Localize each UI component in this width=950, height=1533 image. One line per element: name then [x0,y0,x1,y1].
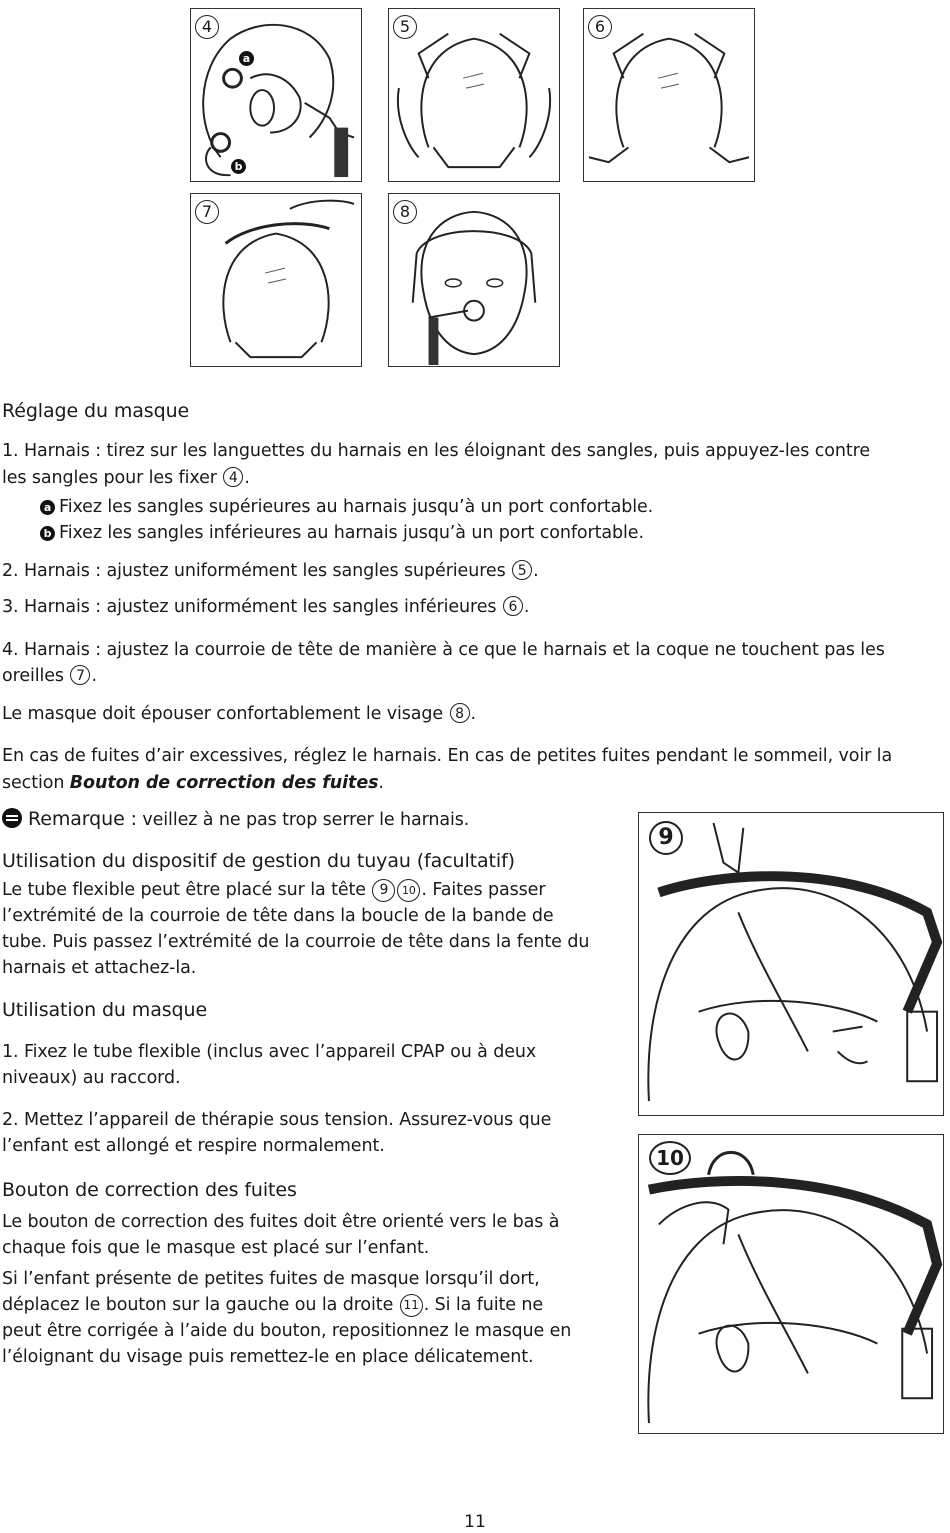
step-3-text: 3. Harnais : ajustez uniformément les sangles inférieures [2,597,497,617]
sub-step-b-text: Fixez les sangles inférieures au harnais jusqu’à un port confortable. [59,523,644,543]
tube-line-1-post: . Faites passer [421,880,546,900]
leak-p2-line-2 [2,1292,543,1318]
note [2,806,469,833]
figure-4-label: 4 [195,15,219,39]
figure-ref-7: 7 [70,665,90,685]
use-step-1-line-2: niveaux) au raccord. [2,1068,181,1088]
leak-p2-line-1: Si l’enfant présente de petites fuites de masque lorsqu’il dort, [2,1269,540,1289]
figure-ref-6: 6 [503,596,523,616]
head-back-upper-straps-illustration [389,9,559,181]
head-back-lower-straps-illustration [584,9,754,181]
figure-4b-label: b [231,159,246,174]
use-step-2-line-2: l’enfant est allongé et respire normalement. [2,1136,385,1156]
figure-7-label: 7 [195,200,219,224]
figure-10-label: 10 [649,1141,691,1175]
leak-line-1: En cas de fuites d’air excessives, réglez le harnais. En cas de petites fuites pendant le sommeil, voir la [2,746,893,766]
note-label: Remarque : [28,808,137,830]
step-4-line-1: 4. Harnais : ajustez la courroie de tête de manière à ce que le harnais et la coque ne touchent pas les [2,640,885,660]
note-icon [2,808,22,828]
sub-step-a [40,494,653,520]
head-back-crown-strap-illustration [191,194,361,366]
figure-4a-label: a [239,51,254,66]
figure-ref-5: 5 [512,560,532,580]
figure-ref-9: 9 [372,879,395,902]
leak-line-2: section Bouton de correction des fuites. [2,773,384,793]
figure-ref-10: 10 [397,879,420,902]
section-title-tube-management: Utilisation du dispositif de gestion du tuyau (facultatif) [2,850,515,872]
tube-line-3: tube. Puis passez l’extrémité de la courroie de tête dans la fente du [2,932,590,952]
step-1-line-2-text: les sangles pour les fixer [2,468,217,488]
figure-8 [388,193,560,367]
tube-line-2: l’extrémité de la courroie de tête dans la boucle de la bande de [2,906,554,926]
use-step-1-line-1: 1. Fixez le tube flexible (inclus avec l’appareil CPAP ou à deux [2,1042,537,1062]
figure-9-label: 9 [649,821,683,855]
sub-step-a-text: Fixez les sangles supérieures au harnais jusqu’à un port confortable. [59,497,654,517]
tube-line-1 [2,877,545,903]
step-1-line-2: les sangles pour les fixer 4 . [2,468,250,488]
tube-line-1-pre: Le tube flexible peut être placé sur la tête [2,880,366,900]
section-title-mask-use: Utilisation du masque [2,999,208,1021]
leak-line-2-pre: section [2,773,65,793]
page-number: 11 [464,1512,486,1532]
use-step-2-line-1: 2. Mettez l’appareil de thérapie sous tension. Assurez-vous que [2,1110,552,1130]
tube-line-4: harnais et attachez-la. [2,958,197,978]
figure-6 [583,8,755,182]
fit-line: Le masque doit épouser confortablement le visage 8 . [2,704,477,724]
figure-ref-8: 8 [450,703,470,723]
marker-a-icon: a [40,500,55,515]
figure-6-label: 6 [588,15,612,39]
section-title-adjustment: Réglage du masque [2,400,190,422]
leak-p2-line-3: peut être corrigée à l’aide du bouton, repositionnez le masque en [2,1321,572,1341]
head-mask-side-illustration [191,9,361,181]
marker-b-icon: b [40,526,55,541]
figure-8-label: 8 [393,200,417,224]
figure-ref-4: 4 [223,467,243,487]
figure-9 [638,812,944,1116]
step-4-line-2: oreilles 7 . [2,666,97,686]
leak-p2-line-2-post: . Si la fuite ne [423,1295,544,1315]
step-3: 3. Harnais : ajustez uniformément les sangles inférieures 6 . [2,597,530,617]
step-2: 2. Harnais : ajustez uniformément les sangles supérieures 5 . [2,561,539,581]
figure-7 [190,193,362,367]
figure-4 [190,8,362,182]
figure-10 [638,1134,944,1434]
leak-section-link[interactable]: Bouton de correction des fuites [69,773,379,793]
step-1-line-1: 1. Harnais : tirez sur les languettes du harnais en les éloignant des sangles, puis appuyez-les contre [2,441,871,461]
figure-5-label: 5 [393,15,417,39]
head-tube-management-illustration [639,813,943,1115]
note-text: veillez à ne pas trop serrer le harnais. [142,810,470,830]
section-title-leak-button: Bouton de correction des fuites [2,1179,297,1201]
leak-p2-line-2-pre: déplacez le bouton sur la gauche ou la droite [2,1295,394,1315]
leak-p1-line-1: Le bouton de correction des fuites doit être orienté vers le bas à [2,1212,560,1232]
figure-5 [388,8,560,182]
step-4-line-2-text: oreilles [2,666,64,686]
leak-p2-line-4: l’éloignant du visage puis remettez-le en place délicatement. [2,1347,534,1367]
step-2-text: 2. Harnais : ajustez uniformément les sangles supérieures [2,561,506,581]
leak-p1-line-2: chaque fois que le masque est placé sur l’enfant. [2,1238,430,1258]
child-face-wearing-mask-illustration [389,194,559,366]
figure-ref-11: 11 [400,1294,423,1317]
fit-text: Le masque doit épouser confortablement le visage [2,704,444,724]
sub-step-b [40,520,644,546]
head-tube-attached-illustration [639,1135,943,1433]
